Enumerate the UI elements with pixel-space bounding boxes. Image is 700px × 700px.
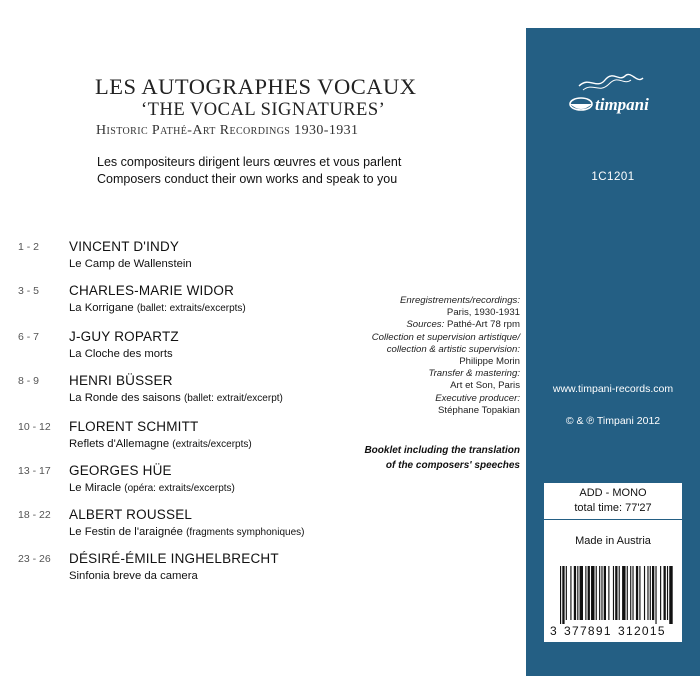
total-time: total time: 77'27 <box>574 502 652 514</box>
svg-text:timpani: timpani <box>595 95 649 114</box>
barcode-bar <box>644 566 645 620</box>
barcode-bar <box>627 566 628 620</box>
technical-info-box <box>544 483 682 562</box>
barcode-bar <box>566 566 567 620</box>
barcode-bar <box>596 566 597 620</box>
track-numbers: 10 - 12 <box>18 421 51 433</box>
collection-label: Collection et supervision artistique/ <box>371 331 520 343</box>
barcode-bar <box>647 566 648 620</box>
track-composer: J-GUY ROPARTZ <box>69 329 179 344</box>
transfer-label: Transfer & mastering: <box>428 368 520 380</box>
track-work: La Ronde des saisons (ballet: extrait/excerpt) <box>69 392 283 404</box>
track-note: (opéra: extraits/excerpts) <box>124 483 235 494</box>
track-composer: HENRI BÜSSER <box>69 373 173 388</box>
barcode-bar <box>613 566 614 620</box>
label-panel <box>526 28 700 676</box>
barcode-bar <box>570 566 571 620</box>
producer-value: Stéphane Topakian <box>438 404 520 416</box>
track-note: (ballet: extraits/excerpts) <box>136 303 246 314</box>
barcode-bar <box>639 566 640 620</box>
timpani-logo-icon <box>559 68 679 118</box>
recordings-label: Enregistrements/recordings: <box>400 295 520 306</box>
barcode-bar <box>588 566 590 620</box>
barcode-bar <box>660 566 661 620</box>
track-composer: FLORENT SCHMITT <box>69 419 199 434</box>
barcode-bar <box>562 566 564 624</box>
barcode-bar <box>585 566 586 620</box>
barcode-lead-digit: 3 <box>550 624 557 638</box>
track-item <box>0 508 520 546</box>
track-composer: CHARLES-MARIE WIDOR <box>69 283 235 298</box>
made-in: Made in Austria <box>575 535 651 547</box>
barcode-bar <box>574 566 576 620</box>
track-note: (extraits/excerpts) <box>172 439 252 450</box>
track-composer: VINCENT D'INDY <box>69 239 180 254</box>
track-numbers: 23 - 26 <box>18 553 51 565</box>
track-numbers: 1 - 2 <box>18 241 40 253</box>
sources-line: Sources: Pathé-Art 78 rpm <box>406 319 520 331</box>
track-composer: ALBERT ROUSSEL <box>69 507 193 522</box>
barcode-bar <box>632 566 633 620</box>
barcode-digits <box>544 624 682 640</box>
track-note: (ballet: extrait/excerpt) <box>183 393 283 404</box>
track-work: La Korrigane (ballet: extraits/excerpts) <box>69 302 246 314</box>
barcode-bars <box>544 562 682 624</box>
track-composer: GEORGES HÜE <box>69 463 172 478</box>
barcode-right-digits: 312015 <box>618 624 666 638</box>
track-numbers: 6 - 7 <box>18 331 40 343</box>
collection-label-en: collection & artistic supervision: <box>386 343 520 355</box>
catalog-number: 1C1201 <box>591 171 635 183</box>
website-link[interactable]: www.timpani-records.com <box>552 383 674 395</box>
recording-credits <box>320 295 520 417</box>
barcode-bar <box>615 566 617 620</box>
barcode <box>544 562 682 642</box>
track-numbers: 3 - 5 <box>18 285 40 297</box>
barcode-bar <box>599 566 600 620</box>
track-work: La Cloche des morts <box>69 348 173 360</box>
barcode-bar <box>604 566 606 620</box>
booklet-note: Booklet including the translation of the composers' speeches <box>364 445 520 471</box>
track-work: Le Camp de Wallenstein <box>69 258 192 270</box>
timpani-logo <box>559 68 679 118</box>
audio-format: ADD - MONO <box>579 487 647 499</box>
barcode-bar <box>591 566 594 620</box>
track-numbers: 8 - 9 <box>18 375 40 387</box>
description-french: Les compositeurs dirigent leurs œuvres et vous parlent <box>97 155 402 169</box>
track-note: (fragments symphoniques) <box>186 527 305 538</box>
barcode-bar <box>636 566 638 620</box>
track-work: Reflets d'Allemagne (extraits/excerpts) <box>69 438 252 450</box>
barcode-bar <box>580 566 583 620</box>
track-work: Le Miracle (opéra: extraits/excerpts) <box>69 482 235 494</box>
barcode-bar <box>577 566 578 620</box>
track-composer: DÉSIRÉ-ÉMILE INGHELBRECHT <box>69 551 279 566</box>
barcode-bar <box>560 566 561 624</box>
track-numbers: 18 - 22 <box>18 509 51 521</box>
barcode-bar <box>669 566 672 624</box>
track-numbers: 13 - 17 <box>18 465 51 477</box>
barcode-bar <box>650 566 651 620</box>
barcode-bar <box>652 566 654 620</box>
track-item <box>0 240 520 278</box>
album-title: LES AUTOGRAPHES VOCAUX <box>95 74 417 99</box>
barcode-bar <box>630 566 631 620</box>
album-subtitle: ‘THE VOCAL SIGNATURES’ <box>141 100 386 120</box>
barcode-bar <box>667 566 668 620</box>
historic-recordings-line: Historic Pathé-Art Recordings 1930-1931 <box>96 123 359 138</box>
barcode-bar <box>601 566 602 620</box>
transfer-value: Art et Son, Paris <box>450 380 520 392</box>
barcode-bar <box>655 566 656 624</box>
track-work: Le Festin de l'araignée (fragments symphoniques) <box>69 526 305 538</box>
copyright-notice: © & ℗ Timpani 2012 <box>565 415 661 427</box>
barcode-bar <box>608 566 609 620</box>
track-work: Sinfonia breve da camera <box>69 570 198 582</box>
barcode-bar <box>664 566 666 620</box>
description-english: Composers conduct their own works and speak to you <box>97 172 398 186</box>
collection-value: Philippe Morin <box>459 356 520 368</box>
recordings-value: Paris, 1930-1931 <box>446 307 520 319</box>
barcode-left-digits: 377891 <box>564 624 612 638</box>
divider <box>544 519 682 520</box>
producer-label: Executive producer: <box>435 392 520 404</box>
barcode-bar <box>622 566 625 620</box>
track-item <box>0 552 520 590</box>
barcode-bar <box>619 566 620 620</box>
